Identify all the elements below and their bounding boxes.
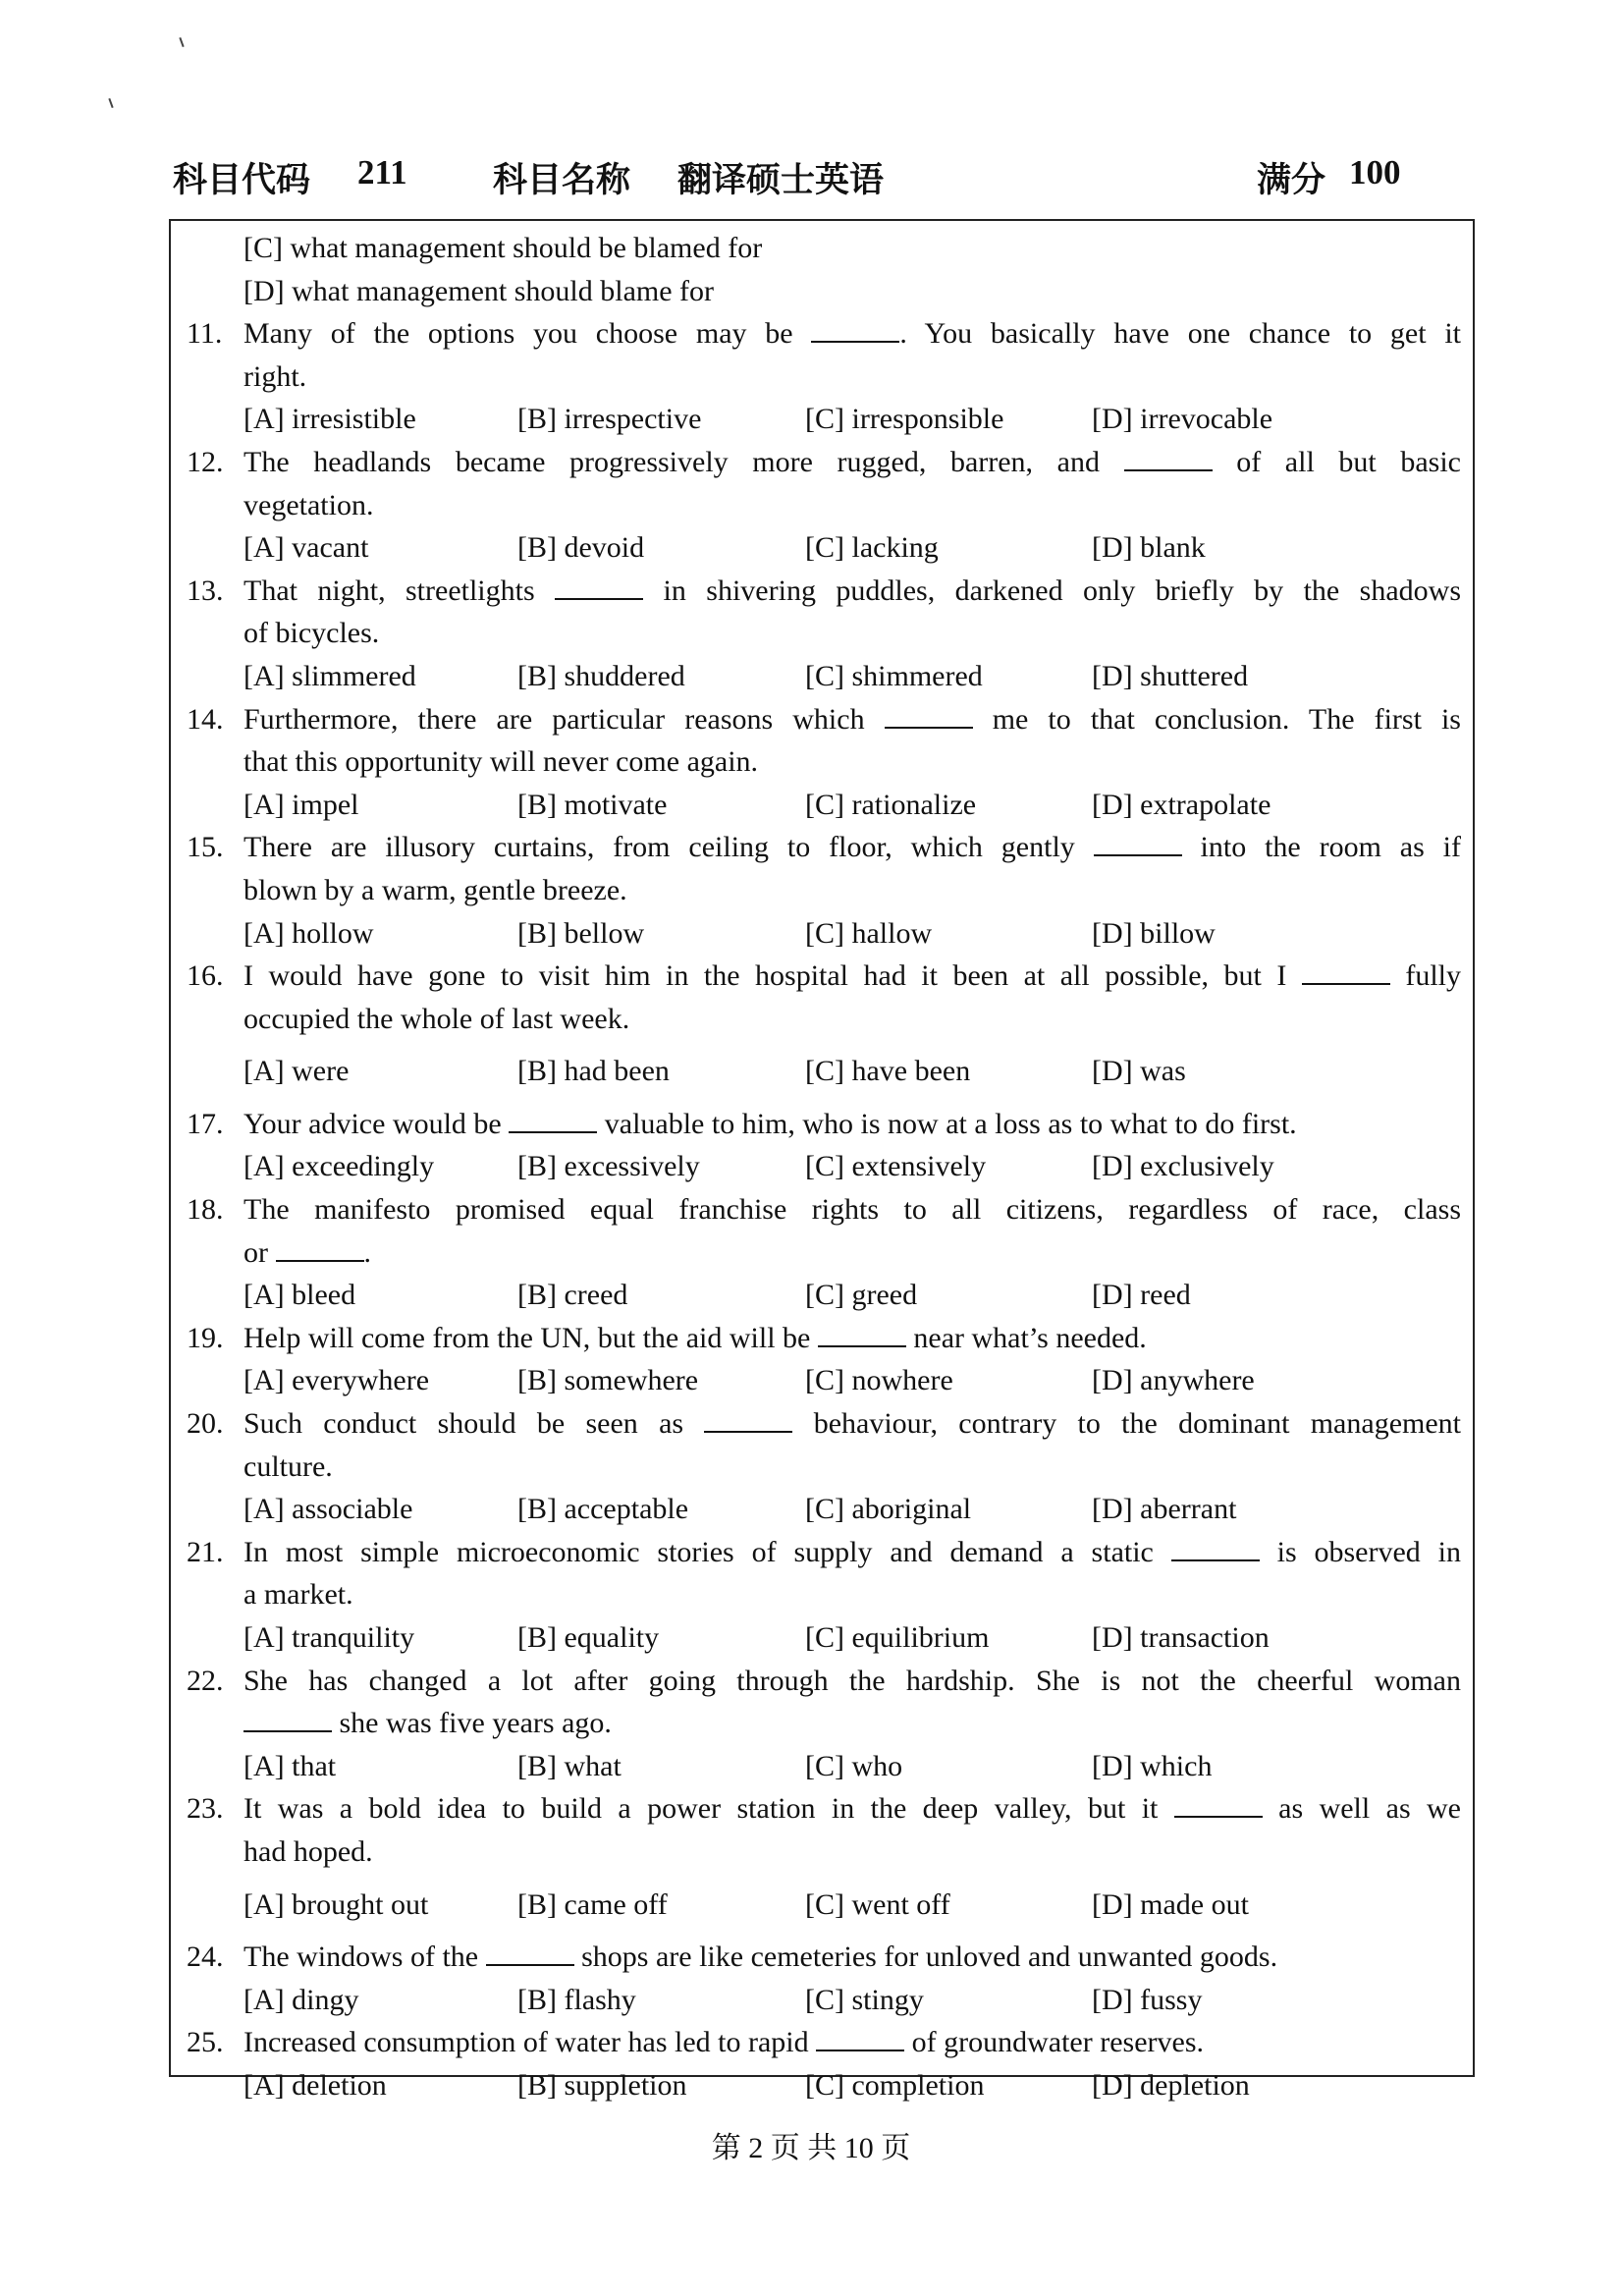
question-stem bbox=[171, 2021, 1473, 2064]
answer-blank bbox=[555, 573, 643, 600]
question-text-part: The manifesto promised equal franchise rights to all citizens, regardless of race, class bbox=[243, 1193, 1461, 1227]
answer-blank bbox=[276, 1234, 364, 1262]
question-text bbox=[243, 1531, 1461, 1574]
answer-option-a[interactable]: [A] bleed bbox=[243, 1279, 356, 1312]
question-text-part: It was a bold idea to build a power station in the deep valley, but it bbox=[243, 1792, 1174, 1826]
answer-blank bbox=[811, 315, 899, 343]
answer-option-c[interactable]: [C] irresponsible bbox=[805, 403, 1004, 436]
question-stem bbox=[171, 1787, 1473, 1831]
answer-option-a[interactable]: [A] that bbox=[243, 1749, 337, 1782]
answer-option-c[interactable]: [C] went off bbox=[805, 1887, 950, 1921]
carryover-option: [C] what management should be blamed for bbox=[243, 232, 763, 264]
question-text-part: The headlands became progressively more rugged, barren, and bbox=[243, 445, 1124, 478]
answer-option-b[interactable]: [B] somewhere bbox=[517, 1364, 699, 1397]
answer-option-b[interactable]: [B] creed bbox=[517, 1279, 628, 1312]
question-text-part: There are illusory curtains, from ceiling to floor, which gently bbox=[243, 831, 1094, 864]
question-text-part: Such conduct should be seen as bbox=[243, 1407, 705, 1441]
answer-option-a[interactable]: [A] everywhere bbox=[243, 1364, 430, 1397]
answer-option-a[interactable]: [A] vacant bbox=[243, 531, 369, 565]
answer-option-b[interactable]: [B] suppletion bbox=[517, 2068, 687, 2102]
question-stem bbox=[171, 826, 1473, 869]
answer-option-b[interactable]: [B] acceptable bbox=[517, 1493, 689, 1526]
question-text-part: or bbox=[243, 1235, 276, 1269]
answer-option-a[interactable]: [A] slimmered bbox=[243, 659, 416, 692]
question-text bbox=[243, 441, 1461, 484]
question-number: 14. bbox=[187, 702, 224, 736]
subject-name-label: 科目名称 bbox=[493, 161, 631, 199]
answer-blank bbox=[1302, 957, 1390, 985]
question-stem bbox=[171, 1660, 1473, 1703]
question-continuation: vegetation. bbox=[243, 488, 374, 521]
subject-code-value: 211 bbox=[357, 153, 407, 191]
question-number: 15. bbox=[187, 831, 224, 864]
answer-option-a[interactable]: [A] exceedingly bbox=[243, 1150, 435, 1183]
option-row bbox=[171, 1979, 1473, 2022]
option-row bbox=[171, 1884, 1473, 1927]
answer-blank bbox=[243, 1705, 332, 1732]
answer-option-c[interactable]: [C] nowhere bbox=[805, 1364, 953, 1397]
answer-option-c[interactable]: [C] equilibrium bbox=[805, 1621, 990, 1654]
answer-blank bbox=[1124, 444, 1213, 471]
question-stem bbox=[171, 441, 1473, 484]
question-number: 20. bbox=[187, 1407, 224, 1441]
full-score-value: 100 bbox=[1349, 153, 1401, 191]
answer-option-b[interactable]: [B] shuddered bbox=[517, 659, 685, 692]
answer-option-d[interactable]: [D] billow bbox=[1092, 916, 1216, 950]
answer-option-c[interactable]: [C] stingy bbox=[805, 1983, 924, 2016]
answer-option-a[interactable]: [A] brought out bbox=[243, 1887, 429, 1921]
question-box bbox=[169, 219, 1475, 2102]
question-text bbox=[243, 826, 1461, 869]
question-number: 21. bbox=[187, 1535, 224, 1568]
answer-option-c[interactable]: [C] lacking bbox=[805, 531, 939, 565]
question-continuation bbox=[171, 1231, 1473, 1275]
question-text-part: The windows of the bbox=[243, 1941, 486, 1974]
question-text-part: valuable to him, who is now at a loss as to what to do first. bbox=[597, 1107, 1297, 1140]
answer-option-d[interactable]: [D] was bbox=[1092, 1055, 1186, 1088]
question-text-part: I would have gone to visit him in the hospital had it been at all possible, but I bbox=[243, 959, 1302, 993]
answer-option-b[interactable]: [B] bellow bbox=[517, 916, 645, 950]
option-row bbox=[171, 784, 1473, 827]
answer-option-d[interactable]: [D] made out bbox=[1092, 1887, 1249, 1921]
question-text-part: is observed in bbox=[1259, 1535, 1462, 1568]
question-number: 11. bbox=[187, 317, 223, 351]
question-text-part: as well as we bbox=[1262, 1792, 1461, 1826]
subject-code-label: 科目代码 bbox=[173, 161, 311, 199]
question-continuation: right. bbox=[243, 359, 307, 393]
answer-option-d[interactable]: [D] exclusively bbox=[1092, 1150, 1274, 1183]
page-footer: 第 2 页 共 10 页 bbox=[711, 2132, 911, 2164]
answer-option-b[interactable]: [B] flashy bbox=[517, 1983, 636, 2016]
answer-option-a[interactable]: [A] dingy bbox=[243, 1983, 359, 2016]
answer-blank bbox=[704, 1405, 792, 1433]
option-row bbox=[171, 526, 1473, 570]
answer-option-d[interactable]: [D] reed bbox=[1092, 1279, 1191, 1312]
full-score-label: 满分 bbox=[1257, 161, 1326, 199]
answer-option-a[interactable]: [A] associable bbox=[243, 1493, 413, 1526]
question-text-part: . bbox=[363, 1235, 371, 1269]
answer-option-b[interactable]: [B] irrespective bbox=[517, 403, 702, 436]
question-number: 18. bbox=[187, 1193, 224, 1227]
question-continuation: a market. bbox=[243, 1578, 353, 1612]
question-text-part: into the room as if bbox=[1181, 831, 1461, 864]
option-row bbox=[171, 1274, 1473, 1317]
answer-option-a[interactable]: [A] hollow bbox=[243, 916, 374, 950]
question-number: 17. bbox=[187, 1107, 224, 1140]
question-continuation bbox=[171, 1702, 1473, 1745]
answer-option-c[interactable]: [C] completion bbox=[805, 2068, 985, 2102]
answer-option-d[interactable]: [D] which bbox=[1092, 1749, 1213, 1782]
answer-option-d[interactable]: [D] depletion bbox=[1092, 2068, 1250, 2102]
question-continuation: blown by a warm, gentle breeze. bbox=[243, 873, 627, 906]
answer-option-b[interactable]: [B] equality bbox=[517, 1621, 660, 1654]
answer-option-c[interactable]: [C] hallow bbox=[805, 916, 933, 950]
answer-option-b[interactable]: [B] motivate bbox=[517, 788, 668, 821]
question-text bbox=[243, 1660, 1461, 1703]
question-text-part: in shivering puddles, darkened only briefly by the shadows bbox=[643, 574, 1462, 607]
answer-option-c[interactable]: [C] rationalize bbox=[805, 788, 977, 821]
answer-option-d[interactable]: [D] blank bbox=[1092, 531, 1206, 565]
answer-option-d[interactable]: [D] anywhere bbox=[1092, 1364, 1255, 1397]
question-stem bbox=[171, 1531, 1473, 1574]
option-row bbox=[171, 655, 1473, 698]
question-text bbox=[243, 955, 1461, 998]
answer-option-b[interactable]: [B] excessively bbox=[517, 1150, 700, 1183]
question-text bbox=[243, 1787, 1461, 1831]
answer-blank bbox=[486, 1939, 574, 1966]
answer-option-a[interactable]: [A] impel bbox=[243, 788, 359, 821]
question-stem bbox=[171, 1188, 1473, 1231]
option-row bbox=[171, 1050, 1473, 1093]
answer-option-d[interactable]: [D] aberrant bbox=[1092, 1493, 1237, 1526]
question-text-part: In most simple microeconomic stories of supply and demand a static bbox=[243, 1535, 1171, 1568]
question-continuation: had hoped. bbox=[243, 1834, 373, 1868]
question-stem bbox=[171, 698, 1473, 741]
question-text bbox=[243, 570, 1461, 613]
question-text-part: shops are like cemeteries for unloved and unwanted goods. bbox=[573, 1941, 1278, 1974]
question-stem bbox=[171, 1402, 1473, 1446]
question-text-part: fully bbox=[1389, 959, 1461, 993]
question-text-part: She has changed a lot after going through the hardship. She is not the cheerful woman bbox=[243, 1664, 1461, 1697]
answer-blank bbox=[1171, 1534, 1260, 1561]
answer-blank bbox=[816, 2024, 904, 2051]
answer-option-b[interactable]: [B] what bbox=[517, 1749, 622, 1782]
question-text bbox=[243, 1108, 1297, 1140]
question-stem bbox=[171, 312, 1473, 355]
question-text bbox=[243, 698, 1461, 741]
question-text-part: behaviour, contrary to the dominant management bbox=[792, 1407, 1461, 1441]
answer-option-a[interactable]: [A] irresistible bbox=[243, 403, 416, 436]
answer-blank bbox=[885, 701, 973, 729]
question-text-part: of groundwater reserves. bbox=[904, 2026, 1205, 2059]
question-text-part: That night, streetlights bbox=[243, 574, 556, 607]
question-text-part: Your advice would be bbox=[243, 1107, 510, 1140]
answer-option-b[interactable]: [B] came off bbox=[517, 1887, 668, 1921]
answer-blank bbox=[1174, 1790, 1263, 1818]
answer-option-c[interactable]: [C] extensively bbox=[805, 1150, 987, 1183]
option-row bbox=[171, 1359, 1473, 1402]
answer-option-d[interactable]: [D] fussy bbox=[1092, 1983, 1203, 2016]
question-text-part: Many of the options you choose may be bbox=[243, 317, 812, 351]
answer-option-d[interactable]: [D] transaction bbox=[1092, 1621, 1270, 1654]
subject-name-value: 翻译硕士英语 bbox=[677, 161, 885, 199]
question-number: 22. bbox=[187, 1664, 224, 1697]
option-row bbox=[171, 1145, 1473, 1188]
question-number: 24. bbox=[187, 1941, 224, 1974]
answer-option-c[interactable]: [C] aboriginal bbox=[805, 1493, 972, 1526]
answer-option-c[interactable]: [C] have been bbox=[805, 1055, 971, 1088]
question-text bbox=[243, 1402, 1461, 1446]
scan-mark bbox=[179, 37, 184, 47]
option-row bbox=[171, 398, 1473, 441]
answer-option-c[interactable]: [C] shimmered bbox=[805, 659, 983, 692]
answer-blank bbox=[1094, 829, 1182, 856]
question-text-part: Increased consumption of water has led to rapid bbox=[243, 2026, 817, 2059]
question-number: 16. bbox=[187, 959, 224, 993]
answer-blank bbox=[818, 1320, 906, 1347]
question-stem bbox=[171, 955, 1473, 998]
question-continuation: that this opportunity will never come again. bbox=[243, 745, 759, 779]
option-row bbox=[171, 912, 1473, 956]
answer-option-b[interactable]: [B] had been bbox=[517, 1055, 670, 1088]
answer-option-d[interactable]: [D] extrapolate bbox=[1092, 788, 1271, 821]
exam-header bbox=[173, 153, 1410, 199]
question-number: 12. bbox=[187, 445, 224, 478]
question-number: 19. bbox=[187, 1321, 224, 1354]
question-number: 25. bbox=[187, 2026, 224, 2059]
question-text-part: Furthermore, there are particular reasons which bbox=[243, 702, 885, 736]
question-text bbox=[243, 312, 1461, 355]
question-number: 13. bbox=[187, 574, 224, 607]
question-stem bbox=[171, 570, 1473, 613]
question-text bbox=[243, 2026, 1204, 2058]
question-text bbox=[243, 1322, 1147, 1354]
question-stem bbox=[171, 1103, 1473, 1146]
option-row bbox=[171, 1745, 1473, 1788]
option-row bbox=[171, 2064, 1473, 2107]
answer-option-b[interactable]: [B] devoid bbox=[517, 531, 645, 565]
answer-option-c[interactable]: [C] greed bbox=[805, 1279, 918, 1312]
question-text-part: . You basically have one chance to get it bbox=[899, 317, 1461, 351]
question-text bbox=[243, 1188, 1461, 1231]
answer-option-c[interactable]: [C] who bbox=[805, 1749, 903, 1782]
question-text-part: near what’s needed. bbox=[905, 1321, 1147, 1354]
question-number: 23. bbox=[187, 1792, 224, 1826]
question-text bbox=[243, 1941, 1277, 1973]
question-continuation: occupied the whole of last week. bbox=[243, 1002, 630, 1035]
question-continuation: of bicycles. bbox=[243, 617, 380, 650]
question-text-part: of all but basic bbox=[1212, 445, 1461, 478]
question-stem bbox=[171, 1317, 1473, 1360]
answer-option-a[interactable]: [A] were bbox=[243, 1055, 350, 1088]
option-row bbox=[171, 1616, 1473, 1660]
question-text-part: Help will come from the UN, but the aid will be bbox=[243, 1321, 818, 1354]
answer-blank bbox=[509, 1106, 597, 1133]
question-text-part: she was five years ago. bbox=[332, 1707, 612, 1740]
question-text-part: me to that conclusion. The first is bbox=[972, 702, 1461, 736]
scan-mark bbox=[108, 98, 113, 108]
option-row bbox=[171, 1488, 1473, 1531]
question-stem bbox=[171, 1936, 1473, 1979]
question-list bbox=[171, 227, 1473, 2107]
answer-option-a[interactable]: [A] tranquility bbox=[243, 1621, 415, 1654]
carryover-option: [D] what management should blame for bbox=[243, 274, 715, 307]
answer-option-a[interactable]: [A] deletion bbox=[243, 2068, 387, 2102]
answer-option-d[interactable]: [D] shuttered bbox=[1092, 659, 1249, 692]
answer-option-d[interactable]: [D] irrevocable bbox=[1092, 403, 1273, 436]
question-continuation: culture. bbox=[243, 1449, 333, 1483]
